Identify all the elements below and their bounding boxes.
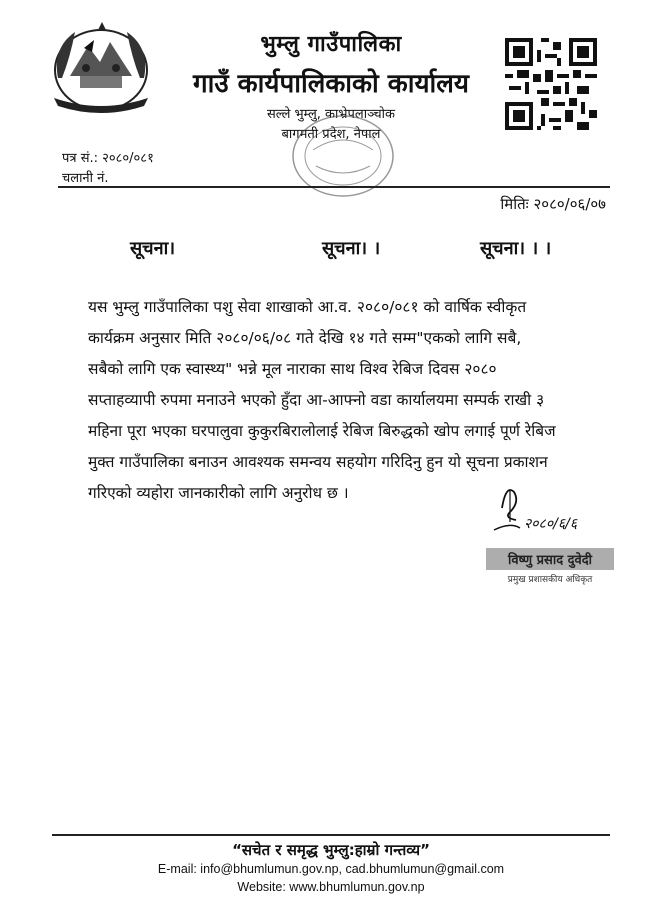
body-line: यस भुम्लु गाउँपालिका पशु सेवा शाखाको आ.व. २०८०/०८१ को वार्षिक स्वीकृत [88,298,527,316]
notice-title-2: सूचना। । [322,238,381,259]
body-line: महिना पूरा भएका घरपालुवा कुकुरबिरालोलाई रेबिज बिरुद्धको खोप लगाई पूर्ण रेबिज [88,422,556,440]
notice-body [88,292,608,509]
signature-date: २०८०/६/६ [524,516,578,532]
signature-block [480,478,620,590]
dispatch-number: चलानी नं. [62,171,109,186]
notice-title-1: सूचना। [130,238,176,259]
body-line: सप्ताहव्यापी रुपमा मनाउने भएको हुँदा आ-आफ्नो वडा कार्यालयमा सम्पर्क राखी ३ [88,391,545,409]
body-line: कार्यक्रम अनुसार मिति २०८०/०६/०८ गते देखि १४ गते सम्म"एकको लागि सबै, [88,329,522,347]
footer-website: Website: www.bhumlumun.gov.np [237,880,425,894]
notice-title-3: सूचना। । । [480,238,552,259]
office-name: गाउँ कार्यपालिकाको कार्यालय [193,69,469,99]
body-line: सबैको लागि एक स्वास्थ्य" भन्ने मूल नाराका साथ विश्व रेबिज दिवस २०८० [88,360,497,378]
body-line: गरिएको व्यहोरा जानकारीको लागि अनुरोध छ । [88,484,349,502]
letter-number: पत्र सं.: २०८०/०८१ [62,151,154,166]
municipality-name: भुम्लु गाउँपालिका [260,32,402,57]
body-line: मुक्त गाउँपालिका बनाउन आवश्यक समन्वय सहयोग गरिदिनु हुन यो सूचना प्रकाशन [88,453,548,471]
address-line-2: बागमती प्रदेश, नेपाल [281,127,381,142]
address-line-1: सल्ले भुम्लु, काभ्रेपलाञ्चोक [266,107,396,122]
office-seal-icon [288,110,398,202]
footer-email: E-mail: info@bhumlumun.gov.np, cad.bhumlumun@gmail.com [157,862,505,876]
header-divider [58,186,610,188]
qr-code-icon [505,38,597,130]
signatory-name: विष्णु प्रसाद दुवेदी [507,553,593,568]
signatory-designation: प्रमुख प्रशासकीय अधिकृत [507,575,593,585]
footer-divider [52,834,610,836]
footer-slogan: “सचेत र समृद्ध भुम्लु:हाम्रो गन्तव्य” [232,841,430,859]
letter-date: मितिः २०८०/०६/०७ [500,195,606,213]
